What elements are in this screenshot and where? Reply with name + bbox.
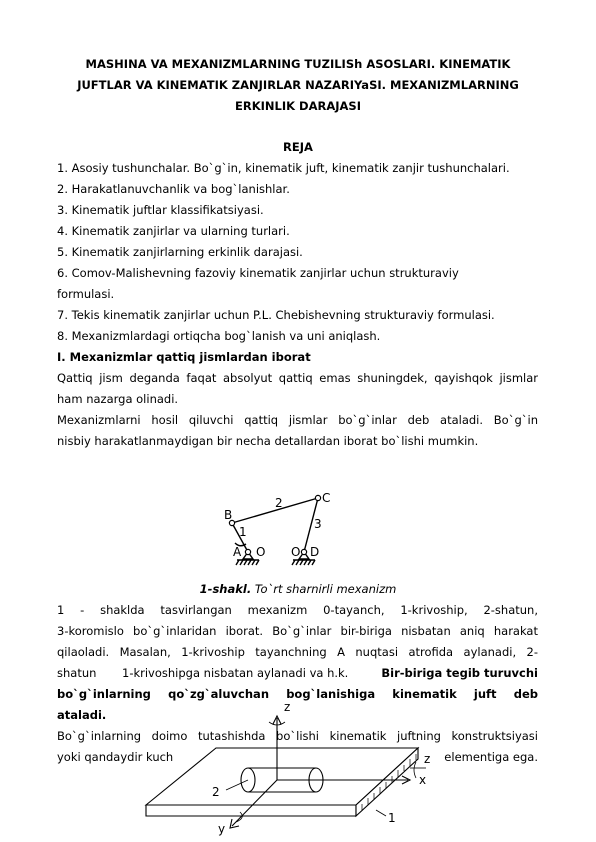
joint-c: [315, 495, 320, 500]
paragraph-line: qilaoladi. Masalan, 1-krivoship tayanchning A nuqtasi atrofida aylanadi, 2-: [57, 645, 538, 659]
label-2: 2: [275, 496, 283, 510]
plan-item: formulasi.: [57, 287, 115, 301]
document-title: [40, 54, 556, 117]
plan-item: 2. Harakatlanuvchanlik va bog`lanishlar.: [57, 182, 290, 196]
title-line-1: MASHINA VA MEXANIZMLARNING TUZILISh ASOSLARI. KINEMATIK: [85, 57, 511, 71]
text-left: yoki qandaydir kuch: [57, 750, 174, 764]
label-z2: z: [424, 752, 431, 766]
title-line-2: JUFTLAR VA KINEMATIK ZANJIRLAR NAZARIYaSI. MEXANIZMLARNING: [77, 78, 519, 92]
label-o2: O: [291, 545, 301, 559]
plan-item: 5. Kinematik zanjirlarning erkinlik darajasi.: [57, 245, 303, 259]
caption-text: To`rt sharnirli mexanizm: [251, 582, 397, 596]
plan-item: 8. Mexanizmlardagi ortiqcha bog`lanish va uni aniqlash.: [57, 329, 381, 343]
label-x: x: [419, 773, 427, 787]
label-2: 2: [212, 785, 220, 799]
label-c: C: [322, 491, 331, 505]
text-plain: shatun 1-krivoshipga nisbatan aylanadi va h.k.: [57, 666, 352, 680]
paragraph-line: Qattiq jism deganda faqat absolyut qattiq emas shuningdek, qayishqok jismlar: [57, 371, 538, 385]
plan-item: 3. Kinematik juftlar klassifikatsiyasi.: [57, 203, 264, 217]
paragraph-line: Mexanizmlarni hosil qiluvchi qattiq jismlar bo`g`inlar deb ataladi. Bo`g`in: [57, 413, 538, 427]
label-z: z: [284, 700, 291, 714]
paragraph-line: 3-koromislo bo`g`inlaridan iborat. Bo`g`inlar bir-biriga nisbatan aniq harakat: [57, 624, 538, 638]
label-3: 3: [314, 517, 322, 531]
paragraph-line: 1 - shaklda tasvirlangan mexanizm 0-tayanch, 1-krivoship, 2-shatun,: [57, 603, 538, 617]
figure-1-caption: [0, 582, 596, 596]
plan-item: 1. Asosiy tushunchalar. Bo`g`in, kinematik juft, kinematik zanjir tushunchalari.: [57, 161, 510, 175]
text-right: elementiga ega.: [444, 750, 538, 764]
label-o: O: [256, 545, 266, 559]
paragraph-line: nisbiy harakatlanmaydigan bir necha detallardan iborat bo`lishi mumkin.: [57, 434, 479, 448]
plan-item: 4. Kinematik zanjirlar va ularning turlari.: [57, 224, 290, 238]
paragraph-line: Bo`g`inlarning doimo tutashishda bo`lishi kinematik juftning konstruktsiyasi: [57, 729, 538, 743]
joint-a: [245, 549, 250, 554]
plan-list: [57, 158, 538, 452]
section-heading: I. Mexanizmlar qattiq jismlardan iborat: [57, 350, 311, 364]
paragraph-line: ham nazarga olinadi.: [57, 392, 179, 406]
paragraph-line: ataladi.: [57, 708, 107, 722]
paragraph-line: [57, 663, 538, 684]
label-d: D: [310, 545, 320, 559]
label-y: y: [218, 822, 226, 836]
title-line-3: ERKINLIK DARAJASI: [235, 99, 361, 113]
text-bold: Bir-biriga tegib turuvchi: [381, 666, 538, 680]
plan-item: 7. Tekis kinematik zanjirlar uchun P.L. Chebishevning strukturaviy formulasi.: [57, 308, 495, 322]
label-a: A: [233, 545, 242, 559]
caption-number: 1-shakl.: [199, 582, 252, 596]
label-1: 1: [239, 525, 247, 539]
cylinder-on-plate-figure: [140, 700, 440, 838]
label-1: 1: [388, 811, 396, 825]
plan-heading: REJA: [283, 140, 313, 154]
four-bar-mechanism-figure: [215, 488, 335, 576]
label-b: B: [224, 508, 233, 522]
paragraph-line: bo`g`inlarning qo`zg`aluvchan bog`lanishiga kinematik juft deb: [57, 687, 538, 701]
joint-d: [301, 549, 306, 554]
plan-item: 6. Comov-Malishevning fazoviy kinematik zanjirlar uchun strukturaviy: [57, 266, 459, 280]
